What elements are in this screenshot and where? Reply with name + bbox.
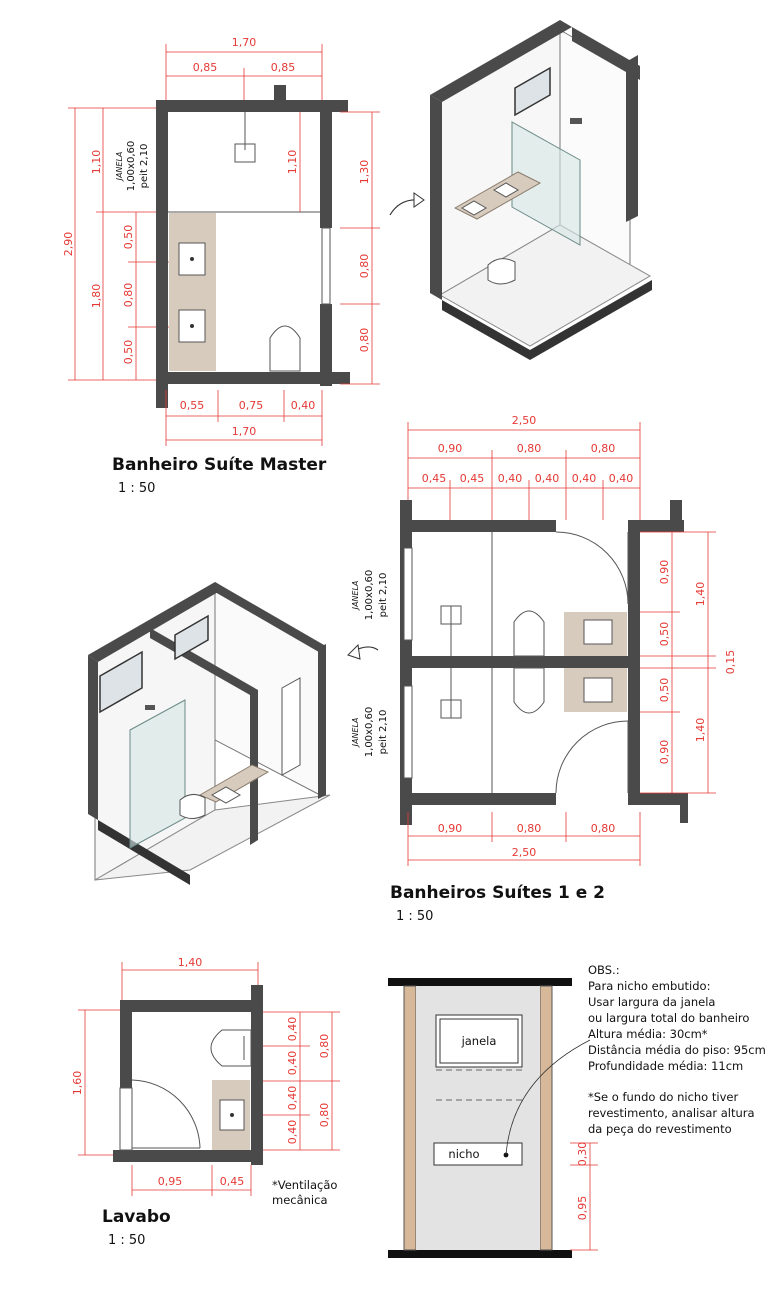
suites-dim-right-c: 0,50 xyxy=(658,677,671,703)
lavabo-wall-left xyxy=(120,1000,132,1088)
suites-dim-sub-6: 0,40 xyxy=(608,472,634,485)
suites-window-sill-1: peit 2,10 xyxy=(378,572,389,618)
lavabo-dim-bottom-a: 0,95 xyxy=(157,1175,183,1188)
master-plan xyxy=(62,36,380,496)
arrow-left-head-icon xyxy=(348,645,360,659)
suites-window-size-2: 1,00x0,60 xyxy=(364,706,375,758)
master-wall-left xyxy=(156,100,168,408)
suites-dim-sub-3: 0,40 xyxy=(497,472,523,485)
suites-scale: 1 : 50 xyxy=(396,909,434,924)
master-dim-left-1: 1,10 xyxy=(90,149,103,175)
lavabo-title: Lavabo xyxy=(102,1207,171,1227)
suites-wall-top-a xyxy=(400,520,556,532)
master-window-size: 1,00x0,60 xyxy=(126,140,137,192)
lavabo-dim-top: 1,40 xyxy=(177,956,203,969)
master-wall-top-stub xyxy=(274,85,286,112)
suites-plan xyxy=(351,414,737,924)
niche-box-label: nicho xyxy=(448,1147,480,1161)
suites-wall-middle xyxy=(400,656,640,668)
lavabo-scale: 1 : 50 xyxy=(108,1233,146,1248)
obs-line-11: da peça do revestimento xyxy=(588,1122,732,1136)
lavabo-wall-bottom xyxy=(120,1150,263,1162)
suites-dim-sub-5: 0,40 xyxy=(571,472,597,485)
master-dim-left-in-3: 0,50 xyxy=(122,339,135,365)
master-isometric xyxy=(430,20,652,360)
suites-isometric xyxy=(88,582,330,885)
suites-dim-right-a: 0,90 xyxy=(658,559,671,585)
master-window-sill: peit 2,10 xyxy=(139,143,150,189)
lavabo-wall-right xyxy=(251,985,263,1165)
suites-dim-top-total: 2,50 xyxy=(511,414,537,427)
master-dim-bottom-a: 0,55 xyxy=(179,399,205,412)
suites-dim-sub-1: 0,45 xyxy=(421,472,447,485)
suites-dim-right-b: 0,50 xyxy=(658,621,671,647)
lavabo-dim-in-4: 0,40 xyxy=(286,1119,299,1145)
suites-dim-right-o2: 1,40 xyxy=(694,717,707,743)
lavabo-dim-in-2: 0,40 xyxy=(286,1050,299,1076)
master-dim-left-total: 2,90 xyxy=(62,231,75,257)
suites-dim-bottom-c: 0,80 xyxy=(590,822,616,835)
suites-dim-sub-2: 0,45 xyxy=(459,472,485,485)
suites-wall-bottom-b xyxy=(628,793,688,805)
master-dim-right-1: 1,30 xyxy=(358,159,371,185)
master-title: Banheiro Suíte Master xyxy=(112,455,327,475)
obs-line-4: ou largura total do banheiro xyxy=(588,1011,750,1025)
suites-window-label-1: JANELA xyxy=(351,580,360,610)
lavabo-dim-in-1: 0,40 xyxy=(286,1016,299,1042)
master-dim-mid: 1,10 xyxy=(286,149,299,175)
lavabo-vent-note-1: *Ventilação xyxy=(272,1178,338,1192)
master-window-right xyxy=(322,228,330,304)
suites-title: Banheiros Suítes 1 e 2 xyxy=(390,883,605,903)
lavabo-dim-out-1: 0,80 xyxy=(318,1033,331,1059)
suites-dim-bottom-a: 0,90 xyxy=(437,822,463,835)
master-dim-left-2: 1,80 xyxy=(90,283,103,309)
suites-dim-right-mid: 0,15 xyxy=(724,649,737,675)
master-dim-right-2: 0,80 xyxy=(358,253,371,279)
master-dim-bottom-b: 0,75 xyxy=(238,399,264,412)
lavabo-toilet xyxy=(211,1030,251,1066)
master-toilet xyxy=(270,326,300,371)
suites-iso-door xyxy=(282,678,300,775)
lavabo-dim-left: 1,60 xyxy=(71,1070,84,1096)
suites-dim-sub-4: 0,40 xyxy=(534,472,560,485)
suites-dim-bottom-total: 2,50 xyxy=(511,846,537,859)
obs-line-7: Profundidade média: 11cm xyxy=(588,1059,744,1073)
suites-toilet-2 xyxy=(514,668,544,713)
niche-window-label: janela xyxy=(461,1034,497,1048)
suites-dim-right-d: 0,90 xyxy=(658,739,671,765)
lavabo-wall-top xyxy=(120,1000,263,1012)
master-dim-left-in-1: 0,50 xyxy=(122,224,135,250)
niche-obs-notes xyxy=(588,963,766,1136)
suites-dim-top-a: 0,90 xyxy=(437,442,463,455)
master-wall-top-right xyxy=(286,100,348,112)
obs-line-1: OBS.: xyxy=(588,963,620,977)
obs-line-10: revestimento, analisar altura xyxy=(588,1106,755,1120)
suites-door-1-swing xyxy=(556,532,628,604)
obs-line-9: *Se o fundo do nicho tiver xyxy=(588,1090,739,1104)
master-dim-bottom-total: 1,70 xyxy=(231,425,257,438)
master-wall-top xyxy=(156,100,274,112)
lavabo-plan xyxy=(71,956,340,1248)
lavabo-dim-in-3: 0,40 xyxy=(286,1085,299,1111)
suites-window-sill-2: peit 2,10 xyxy=(378,709,389,755)
master-dim-right-3: 0,80 xyxy=(358,327,371,353)
suites-window-size-1: 1,00x0,60 xyxy=(364,569,375,621)
obs-line-2: Para nicho embutido: xyxy=(588,979,711,993)
lavabo-door-swing xyxy=(132,1080,200,1148)
suites-wall-top-c xyxy=(670,500,682,532)
niche-dim-b: 0,95 xyxy=(576,1195,589,1221)
suites-window-1 xyxy=(404,548,412,640)
suites-window-2 xyxy=(404,686,412,778)
master-dim-top-a: 0,85 xyxy=(192,61,218,74)
master-window-label: JANELA xyxy=(115,151,124,181)
suites-door-2-swing xyxy=(556,721,628,793)
niche-elevation xyxy=(388,963,766,1258)
master-iso-toilet xyxy=(488,259,515,284)
suites-window-label-2: JANELA xyxy=(351,717,360,747)
obs-line-3: Usar largura da janela xyxy=(588,995,716,1009)
obs-line-6: Distância média do piso: 95cm xyxy=(588,1043,766,1057)
master-dim-top-total: 1,70 xyxy=(231,36,257,49)
master-dim-left-in-2: 0,80 xyxy=(122,282,135,308)
arrow-right-head-icon xyxy=(414,193,424,207)
suites-dim-bottom-b: 0,80 xyxy=(516,822,542,835)
master-scale: 1 : 50 xyxy=(118,481,156,496)
obs-line-5: Altura média: 30cm* xyxy=(588,1027,708,1041)
lavabo-dim-out-2: 0,80 xyxy=(318,1102,331,1128)
master-wall-bottom xyxy=(156,372,350,384)
suites-dim-top-b: 0,80 xyxy=(516,442,542,455)
suites-toilet-1 xyxy=(514,611,544,656)
master-vanity-counter xyxy=(169,213,216,371)
suites-iso-toilet xyxy=(180,794,205,818)
lavabo-vent-note-2: mecânica xyxy=(272,1193,328,1207)
master-dim-top-b: 0,85 xyxy=(270,61,296,74)
suites-dim-top-c: 0,80 xyxy=(590,442,616,455)
lavabo-dim-bottom-b: 0,45 xyxy=(219,1175,245,1188)
niche-dim-a: 0,30 xyxy=(576,1141,589,1167)
master-wall-right-a xyxy=(320,100,332,228)
suites-wall-bottom-a xyxy=(400,793,556,805)
master-dim-bottom-c: 0,40 xyxy=(290,399,316,412)
suites-dim-right-o1: 1,40 xyxy=(694,581,707,607)
suites-wall-bottom-c xyxy=(680,793,688,823)
